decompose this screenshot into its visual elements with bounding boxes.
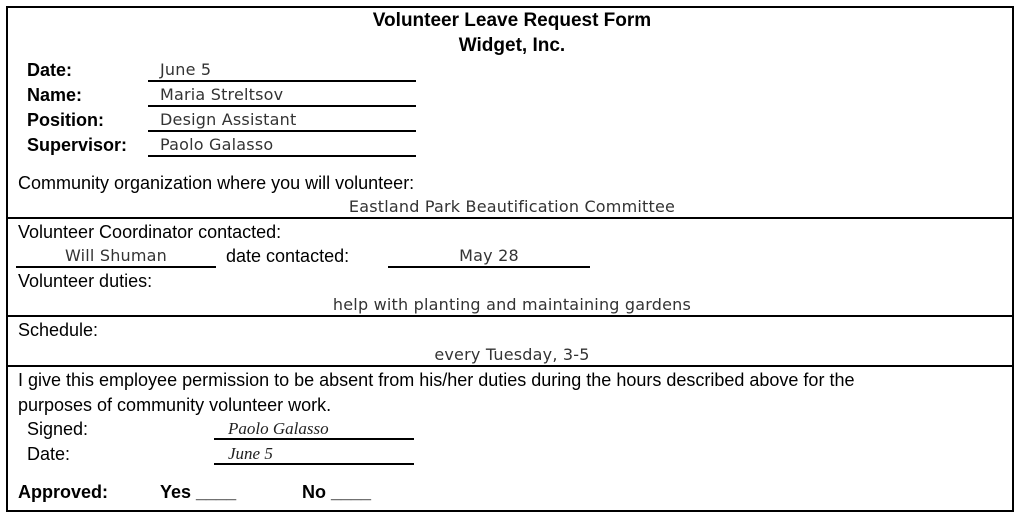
date-contacted-underline xyxy=(388,266,590,268)
date-underline xyxy=(148,80,416,82)
form-title: Volunteer Leave Request Form xyxy=(372,10,652,31)
coordinator-underline xyxy=(16,266,216,268)
permission-text-line2: purposes of community volunteer work. xyxy=(18,395,332,415)
schedule-label: Schedule: xyxy=(18,320,99,340)
organization-value[interactable]: Eastland Park Beautification Committee xyxy=(348,197,676,216)
date-value[interactable]: June 5 xyxy=(160,60,212,79)
coordinator-label: Volunteer Coordinator contacted: xyxy=(18,222,282,242)
supervisor-label: Supervisor: xyxy=(27,135,128,155)
signature-value[interactable]: Paolo Galasso xyxy=(228,419,329,438)
duties-underline xyxy=(8,315,1014,317)
schedule-value[interactable]: every Tuesday, 3-5 xyxy=(434,345,590,364)
duties-value[interactable]: help with planting and maintaining gardens xyxy=(332,295,692,314)
approved-yes[interactable]: Yes ____ xyxy=(160,482,237,502)
date-contacted-label: date contacted: xyxy=(226,246,350,266)
supervisor-value[interactable]: Paolo Galasso xyxy=(160,135,274,154)
duties-label: Volunteer duties: xyxy=(18,271,153,291)
name-label: Name: xyxy=(27,85,83,105)
company-name: Widget, Inc. xyxy=(458,35,566,56)
organization-underline xyxy=(8,217,1014,219)
organization-label: Community organization where you will volunteer: xyxy=(18,173,415,193)
sign-date-underline xyxy=(214,463,414,465)
coordinator-value[interactable]: Will Shuman xyxy=(64,246,168,265)
permission-text-line1: I give this employee permission to be absent from his/her duties during the hours described above for the xyxy=(18,370,855,390)
schedule-underline xyxy=(8,365,1014,367)
date-label: Date: xyxy=(27,60,73,80)
name-underline xyxy=(148,105,416,107)
signed-label: Signed: xyxy=(27,419,89,439)
sign-date-value[interactable]: June 5 xyxy=(228,444,273,463)
supervisor-underline xyxy=(148,155,416,157)
position-value[interactable]: Design Assistant xyxy=(160,110,297,129)
position-label: Position: xyxy=(27,110,104,130)
date-contacted-value[interactable]: May 28 xyxy=(459,246,519,265)
signature-underline xyxy=(214,438,414,440)
position-underline xyxy=(148,130,416,132)
approved-no[interactable]: No ____ xyxy=(302,482,372,502)
approved-label: Approved: xyxy=(18,482,108,502)
sign-date-label: Date: xyxy=(27,444,71,464)
name-value[interactable]: Maria Streltsov xyxy=(160,85,284,104)
